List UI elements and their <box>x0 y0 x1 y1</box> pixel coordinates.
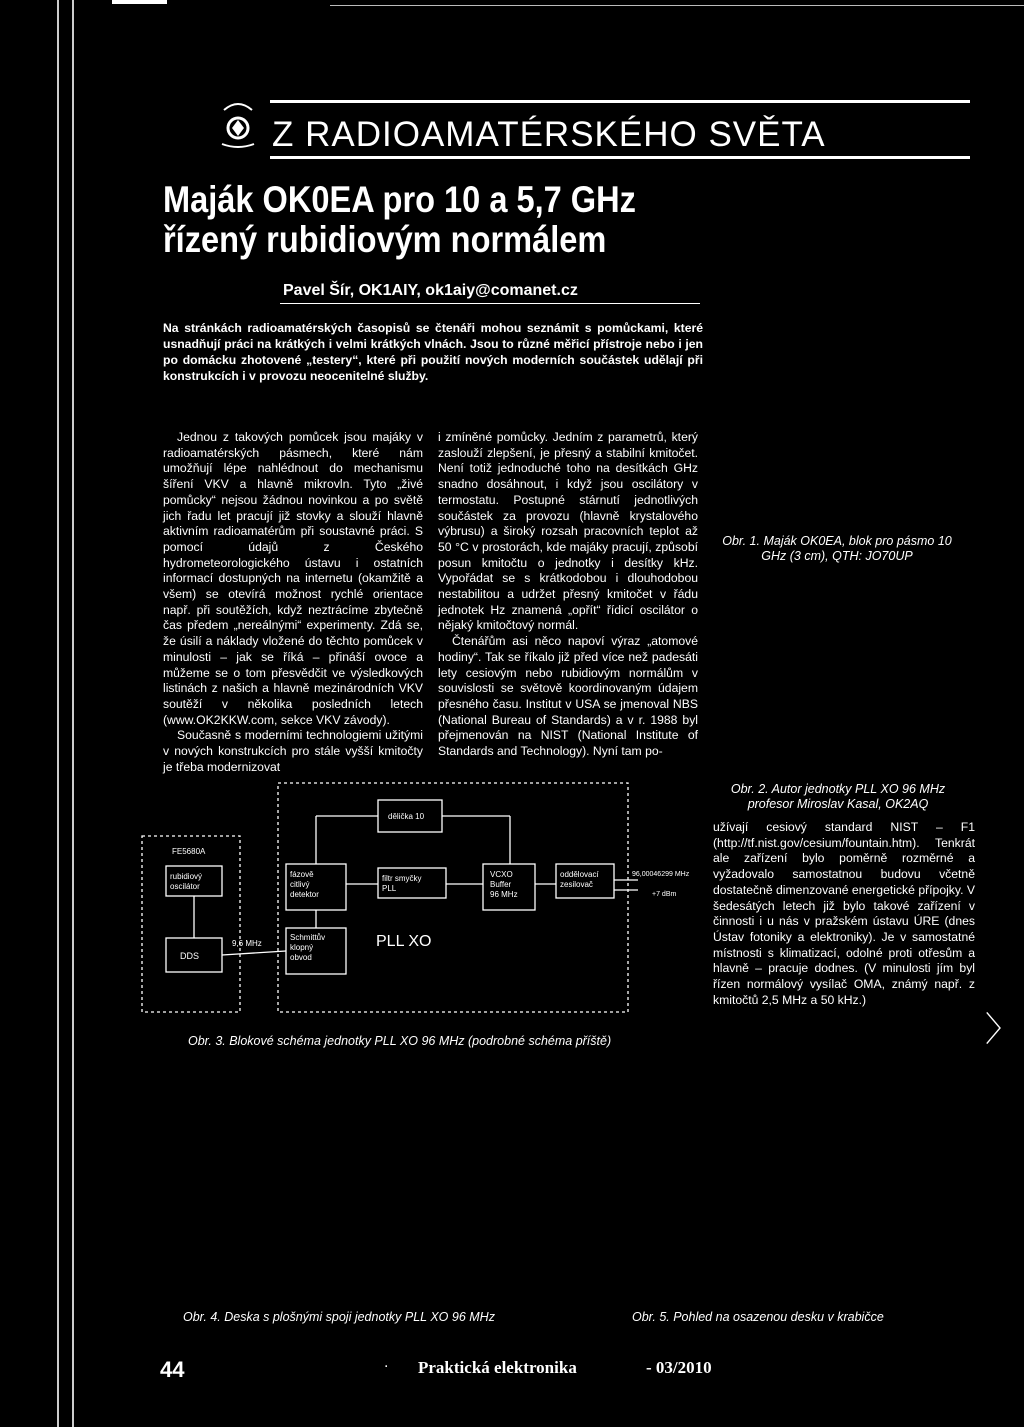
column-1-paragraph-1: Jednou z takových pomůcek jsou majáky v radioamatérských pásmech, které nám umožňují lépe nahlédnout do mechanismu šíření VKV a hlavně mikrovln. Tyto „živé pomůcky“ nejsou žádnou novinkou a po světě jich řadu let pracují již stovky a slouží hlavně aktivním radioamatérům při soustavné práci. S pomocí údajů z Českého hydrometeorologického ústavu i ostatních informací dostupných na internetu (okamžitě a všem) se otevírá možnost rychlé orientace např. při soutěžích, když neztrácíme zbytečně čas předem „nereálnými“ experimenty. Zdá se, že úsilí a náklady vložené do těchto pomůcek v minulosti – jak se říká – přináší ovoce a můžeme se o tom přesvědčit ve výsledkových listinách z našich a hlavně mezinárodních VKV soutěží v několika posledních letech (www.OK2KKW.com, sekce VKV závody). <box>163 430 423 727</box>
continue-chevron-icon: 〉 <box>985 1010 1019 1050</box>
article-title <box>163 180 797 260</box>
block-diagram <box>138 780 708 1023</box>
column-3 <box>713 820 975 1008</box>
header-rule-bottom <box>270 156 970 159</box>
page-number: 44 <box>160 1357 185 1382</box>
diagram-filter-2: PLL <box>382 884 397 893</box>
column-2-paragraph-2: Čtenářům asi něco napoví výraz „atomové hodiny“. Tak se říkalo již před více než padesáti lety cesiovým nebo rubidiovým normálům v souvislosti se světově koordinovaným údajem přesného času. Institut v USA se jmenoval NBS (National Bureau of Standards) a v r. 1988 byl přejmenován na NIST (National Institute of Standards and Technology). Nyní tam po- <box>438 634 698 759</box>
column-1 <box>163 430 423 775</box>
top-left-bar <box>112 0 167 4</box>
diagram-filter-1: filtr smyčky <box>382 874 422 883</box>
left-vertical-rule-2 <box>72 0 74 1427</box>
footer-dot: . <box>384 1354 389 1371</box>
magazine-name: Praktická elektronika <box>418 1358 577 1377</box>
diagram-rubidium-2: oscilátor <box>170 882 200 891</box>
diagram-schmitt-1: Schmittův <box>290 933 326 942</box>
diagram-freq-out: 96,00046299 MHz <box>632 871 690 878</box>
diagram-phase-det-1: fázově <box>290 870 314 879</box>
column-2 <box>438 430 698 760</box>
article-lead: Na stránkách radioamatérských časopisů se čtenáři mohou seznámit s pomůckami, které usnadňují práci na krátkých i velmi krátkých vlnách. Jsou to různé měřicí přístroje nebo i jen po domácku zhotovené „testery“, které při použití nových moderních součástek udělají při konstrukcích i v provozu neocenitelné služby. <box>163 321 703 383</box>
diagram-isolator-2: zesilovač <box>560 880 593 889</box>
header-rule-top <box>270 100 970 103</box>
section-logo-icon <box>218 98 258 155</box>
column-3-paragraph-1: užívají cesiový standard NIST – F1 (http://tf.nist.gov/cesium/fountain.htm). Tenkrát ale zařízení bylo poměrně rozměrné a vyžadovalo samostatnou budovu včetně dostatečně dimenzované energetické přípojky. V šedesátých letech již bylo takové zařízení v činnosti i u nás v pražském ústavu ÚRE (dnes Ústav fotoniky a elektroniky). Je v samostatné místnosti s klimatizací, odolné proti otřesům a hlavně – pracuje dodnes. (V minulosti jím byl řízen normálový vysílač OMA, známý např. z kmitočtů 2,5 MHz a 50 kHz.) <box>713 820 975 1007</box>
article-author: Pavel Šír, OK1AIY, ok1aiy@comanet.cz <box>283 282 578 299</box>
section-title: Z RADIOAMATÉRSKÉHO SVĚTA <box>272 115 826 154</box>
diagram-phase-det-2: citlivý <box>290 880 310 889</box>
diagram-vcxo-3: 96 MHz <box>490 890 518 899</box>
column-1-paragraph-2: Současně s moderními technologiemi užitými v nových konstrukcích pro stále vyšší kmitočty je třeba modernizovat <box>163 728 423 774</box>
top-rule <box>330 5 1024 6</box>
column-2-paragraph-1: i zmíněné pomůcky. Jedním z parametrů, který zaslouží zlepšení, je přesný a stabilní kmitočet. Není totiž jednoduché toho na desítkách GHz snadno dosáhnout, i když jsou oscilátory v termostatu. Postupné stárnutí jednotlivých součástek za provozu (hlavně krystalového výbrusu) a široký rozsah pracovních teplot až 50 °C v prostorách, kde majáky pracují, způsobí posun kmitočtu o jednotky i desítky kHz. Vypořádat se s krátkodobou i dlouhodobou nestabilitou a udržet přesný kmitočet v řádu jednotek Hz znamená „opřít“ řídicí oscilátor o nějaký kmitočtový normál. <box>438 430 698 633</box>
rubidium-module-outline <box>142 836 240 1012</box>
caption-fig5: Obr. 5. Pohled na osazenou desku v krabičce <box>632 1310 884 1324</box>
diagram-pll-label: PLL XO <box>376 933 432 950</box>
caption-fig3: Obr. 3. Blokové schéma jednotky PLL XO 96 MHz (podrobné schéma příště) <box>188 1034 612 1048</box>
author-rule <box>280 303 700 304</box>
caption-fig1: Obr. 1. Maják OK0EA, blok pro pásmo 10 GHz (3 cm), QTH: JO70UP <box>722 534 952 563</box>
caption-fig2: Obr. 2. Autor jednotky PLL XO 96 MHz profesor Miroslav Kasal, OK2AQ <box>730 782 946 811</box>
diagram-schmitt-2: klopný <box>290 943 314 952</box>
diagram-power-out: +7 dBm <box>652 891 677 898</box>
diagram-schmitt-3: obvod <box>290 953 312 962</box>
diagram-isolator-1: oddělovací <box>560 870 599 879</box>
article-title-line-2: řízený rubidiovým normálem <box>163 219 607 260</box>
left-vertical-rule-1 <box>57 0 59 1427</box>
article-title-line-1: Maják OK0EA pro 10 a 5,7 GHz <box>163 179 636 220</box>
loop-filter-box <box>378 868 446 898</box>
diagram-fe-label: FE5680A <box>172 847 206 856</box>
diagram-vcxo-2: Buffer <box>490 880 512 889</box>
diagram-rubidium-1: rubidiový <box>170 872 203 881</box>
diagram-freq-in: 9,6 MHz <box>232 939 262 948</box>
diagram-dds: DDS <box>180 951 200 961</box>
diagram-vcxo-1: VCXO <box>490 870 513 879</box>
rubidium-osc-box <box>166 866 222 896</box>
issue-number: - 03/2010 <box>646 1358 712 1377</box>
caption-fig4: Obr. 4. Deska s plošnými spoji jednotky PLL XO 96 MHz <box>183 1310 495 1324</box>
diagram-divider: dělička 10 <box>388 812 425 821</box>
diagram-phase-det-3: detektor <box>290 890 319 899</box>
